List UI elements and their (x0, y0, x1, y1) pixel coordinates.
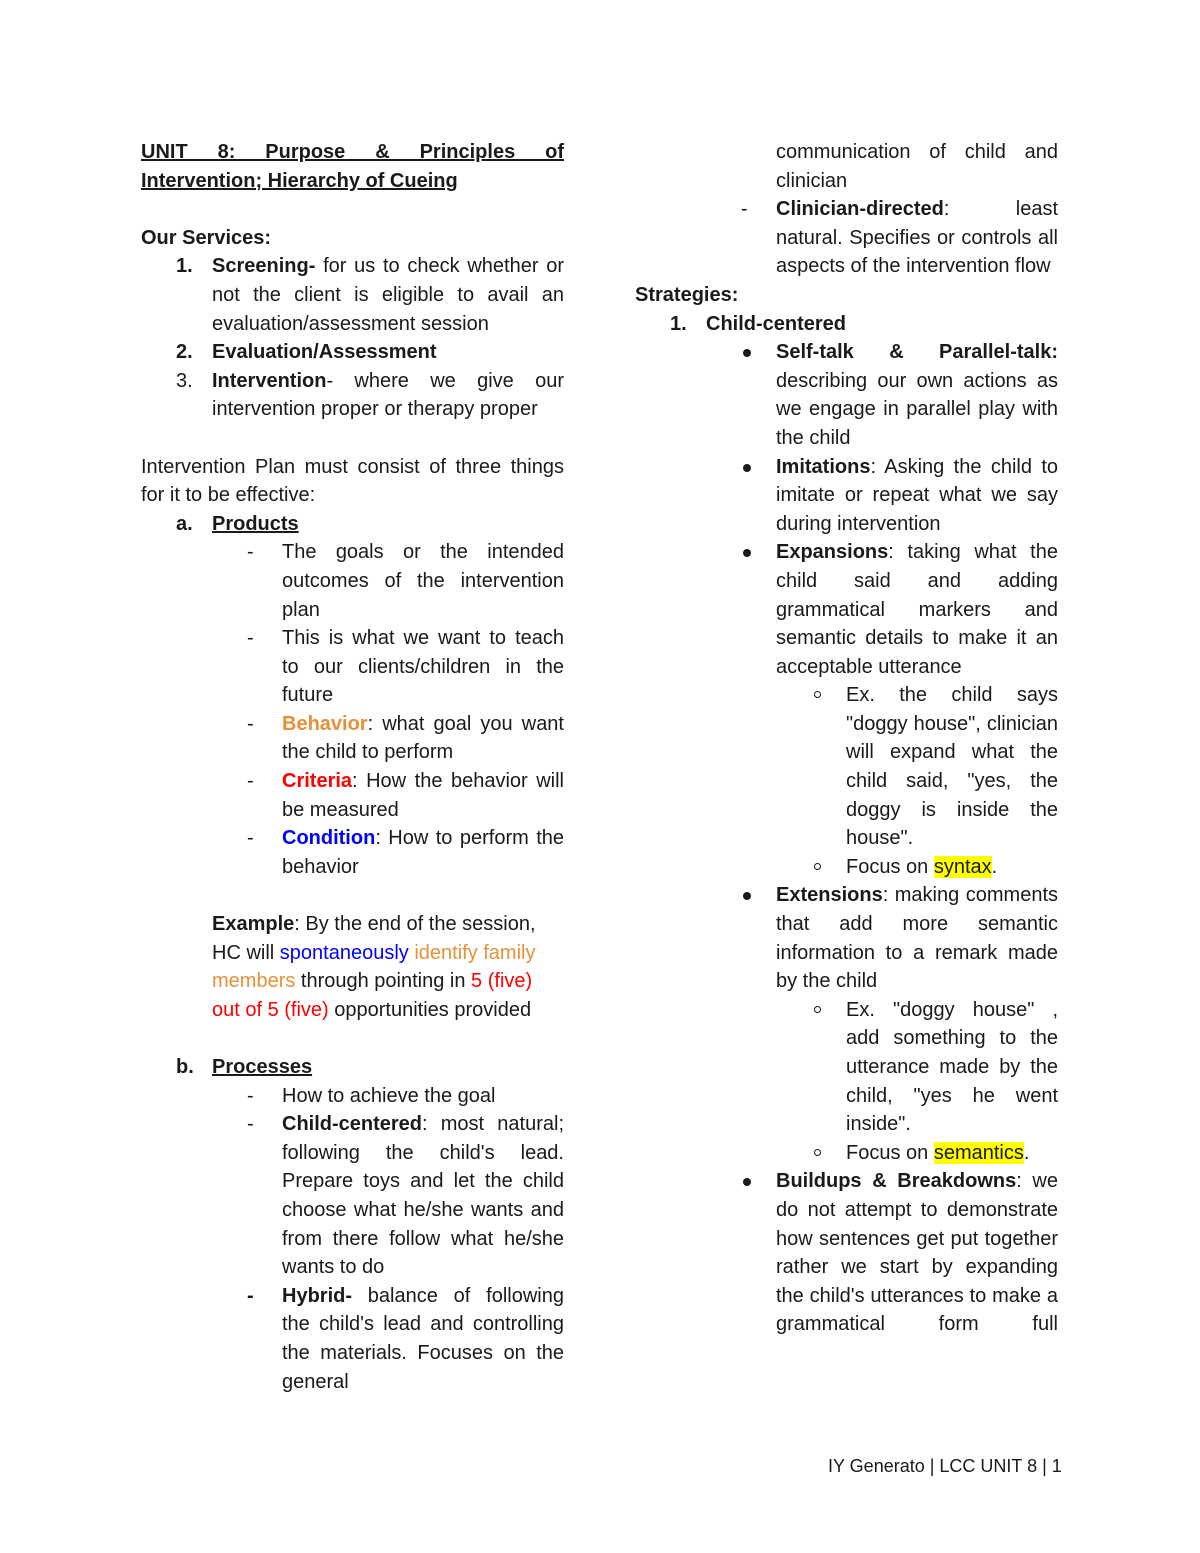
services-heading: Our Services: (141, 226, 272, 249)
hybrid-continued (635, 138, 1058, 195)
dash-marker: - (247, 1284, 254, 1307)
service-item-evaluation (141, 338, 564, 367)
products-label: Products (212, 512, 299, 535)
products-item (141, 624, 564, 710)
focus-highlight: semantics (933, 1141, 1024, 1164)
dash-marker: - (247, 827, 254, 850)
products-heading (141, 510, 564, 539)
dash-marker: - (247, 541, 254, 564)
bullet-icon (743, 1178, 751, 1186)
imitations-term: Imitations (776, 455, 871, 478)
behavior-text: : what goal you want the child to perform (282, 712, 564, 764)
dash-marker: - (247, 627, 254, 650)
continued-text: communication of child and clinician (776, 141, 1058, 192)
criteria-text: : How the behavior will be measured (282, 770, 564, 821)
extensions-example (635, 996, 1058, 1139)
strategy-label: Child-centered (706, 312, 847, 335)
dash-marker: - (247, 770, 254, 793)
example-criteria: 5 (five) out of 5 (five) (212, 970, 533, 1021)
condition-text: : How to perform the behavior (282, 827, 564, 878)
service-text: for us to check whether or not the client is eligible to avail an evaluation/assessment session (212, 255, 564, 335)
selftalk-term: Self-talk & Parallel-talk: (776, 341, 1058, 364)
focus-period: . (1023, 1141, 1030, 1164)
behavior-item (141, 710, 564, 767)
focus-highlight: syntax (933, 855, 992, 878)
condition-item (141, 824, 564, 881)
bullet-icon (743, 549, 751, 557)
clinician-directed-item (635, 195, 1058, 281)
extensions-focus (635, 1139, 1058, 1168)
processes-item (141, 1082, 564, 1111)
service-term: Intervention (212, 369, 327, 392)
service-item-intervention (141, 367, 564, 424)
list-number: 2. (176, 341, 193, 364)
clinician-directed-term: Clinician-directed (776, 198, 944, 221)
list-number: 3. (176, 369, 193, 392)
service-text: - where we give our intervention proper or therapy proper (212, 369, 564, 421)
sub-bullet-icon (814, 691, 821, 698)
example-behavior: identify family members (212, 941, 536, 993)
expansions-focus (635, 853, 1058, 882)
child-centered-term: Child-centered (282, 1113, 423, 1136)
list-letter: b. (176, 1056, 194, 1078)
sub-bullet-icon (814, 863, 821, 870)
focus-period: . (991, 855, 998, 878)
strategy-child-centered (635, 310, 1058, 339)
bullet-icon (743, 892, 751, 900)
example-text: : By the end of the session, HC will (212, 913, 536, 964)
behavior-term: Behavior (282, 712, 368, 735)
hybrid-text: balance of following the child's lead and controlling the materials. Focuses on the general (282, 1284, 564, 1393)
expansions-text: : taking what the child said and adding grammatical markers and semantic details to make it an acceptable utterance (776, 541, 1058, 678)
imitations-text: : Asking the child to imitate or repeat what we say during intervention (776, 455, 1058, 535)
left-column (141, 138, 564, 1396)
strategies-heading: Strategies: (635, 283, 739, 306)
list-number: 1. (670, 312, 687, 335)
service-term: Evaluation/Assessment (212, 341, 437, 364)
bullet-icon (743, 464, 751, 472)
hybrid-term: Hybrid- (282, 1284, 352, 1307)
buildups-text: : we do not attempt to demonstrate how sentences get put together rather we start by expanding the child's utterances to make a grammatical form full (776, 1170, 1058, 1336)
example-text: through pointing in (295, 970, 472, 993)
list-letter: a. (176, 512, 193, 535)
child-centered-text: : most natural; following the child's lead. Prepare toys and let the child choose what he/she wants and from there follow what he/she wants to do (282, 1113, 564, 1279)
example-label: Example (212, 913, 295, 936)
processes-label: Processes (212, 1056, 313, 1078)
expansions-item (635, 538, 1058, 681)
page-footer: IY Generato | LCC UNIT 8 | 1 (828, 1456, 1062, 1476)
hybrid-item (141, 1282, 564, 1396)
expansions-term: Expansions (776, 541, 889, 564)
selftalk-item (635, 338, 1058, 452)
processes-item-text: How to achieve the goal (282, 1084, 496, 1107)
expansions-example-text: Ex. the child says "doggy house", clinician will expand what the child said, "yes, the doggy is inside the house". (846, 684, 1058, 850)
extensions-item (635, 881, 1058, 995)
buildups-term: Buildups & Breakdowns (776, 1170, 1017, 1193)
child-centered-item (141, 1110, 564, 1282)
service-term: Screening- (212, 255, 316, 278)
products-item-text: This is what we want to teach to our clients/children in the future (282, 627, 564, 707)
service-item-screening (141, 252, 564, 338)
criteria-item (141, 767, 564, 824)
bullet-icon (743, 349, 751, 357)
focus-text: Focus on (846, 855, 934, 878)
sub-bullet-icon (814, 1149, 821, 1156)
dash-marker: - (741, 198, 748, 221)
example-text: opportunities provided (328, 998, 532, 1021)
dash-marker: - (247, 1113, 254, 1136)
extensions-text: : making comments that add more semantic information to a remark made by the child (776, 884, 1058, 993)
sub-bullet-icon (814, 1006, 821, 1013)
condition-term: Condition (282, 827, 376, 850)
clinician-directed-text: : least natural. Specifies or controls all aspects of the intervention flow (776, 198, 1058, 278)
focus-text: Focus on (846, 1141, 934, 1164)
dash-marker: - (247, 712, 254, 735)
processes-heading (141, 1053, 564, 1082)
dash-marker: - (247, 1084, 254, 1107)
buildups-item (635, 1167, 1058, 1339)
imitations-item (635, 453, 1058, 539)
products-item (141, 538, 564, 624)
right-column (635, 138, 1058, 1339)
expansions-example (635, 681, 1058, 853)
example-condition: spontaneously (279, 941, 409, 964)
list-number: 1. (176, 255, 193, 278)
unit-title: UNIT 8: Purpose & Principles of Intervention; Hierarchy of Cueing (141, 141, 564, 192)
plan-intro: Intervention Plan must consist of three things for it to be effective: (141, 455, 564, 507)
extensions-example-text: Ex. "doggy house" , add something to the utterance made by the child, "yes he went inside". (846, 998, 1058, 1136)
products-item-text: The goals or the intended outcomes of the intervention plan (282, 541, 564, 621)
example-paragraph (141, 910, 564, 1024)
criteria-term: Criteria (282, 770, 353, 793)
extensions-term: Extensions (776, 884, 883, 907)
selftalk-text: describing our own actions as we engage in parallel play with the child (776, 369, 1058, 449)
